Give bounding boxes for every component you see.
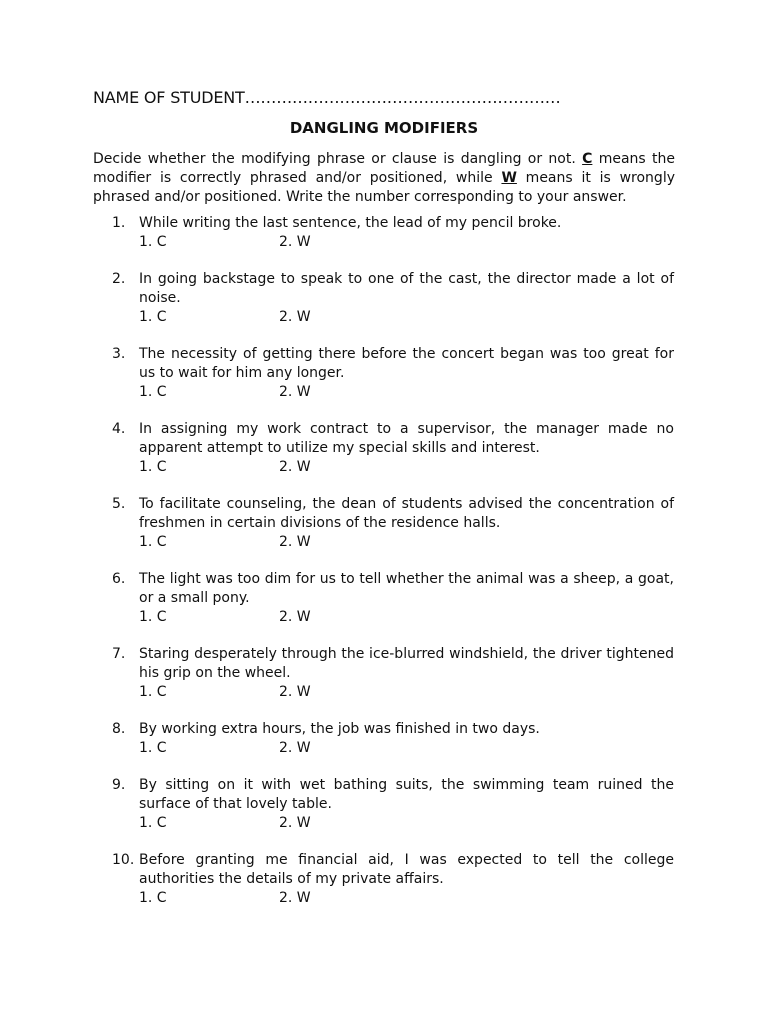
question-text: While writing the last sentence, the lead of my pencil broke.: [139, 215, 562, 231]
answer-options: [139, 608, 768, 627]
instructions-part-1: Decide whether the modifying phrase or clause is dangling or not.: [93, 151, 583, 167]
option-wrong: 2. W: [279, 815, 311, 831]
option-wrong: 2. W: [279, 309, 311, 325]
question-number: 9.: [112, 777, 126, 793]
question-number: 4.: [112, 421, 126, 437]
question-number: 8.: [112, 721, 126, 737]
option-wrong: 2. W: [279, 890, 311, 906]
question-number: 6.: [112, 571, 126, 587]
answer-options: [139, 814, 768, 833]
key-wrong: W: [501, 170, 517, 186]
option-correct: 1. C: [139, 890, 167, 906]
question-text: Before granting me financial aid, I was expected to tell the college authorities the details of my private affairs.: [139, 852, 674, 887]
question-text: By working extra hours, the job was finished in two days.: [139, 721, 540, 737]
question-number: 10.: [112, 852, 135, 868]
question-number: 5.: [112, 496, 126, 512]
option-correct: 1. C: [139, 815, 167, 831]
question-text: Staring desperately through the ice-blurred windshield, the driver tightened his grip on the wheel.: [139, 646, 674, 681]
question-item: [0, 720, 768, 758]
option-correct: 1. C: [139, 740, 167, 756]
option-wrong: 2. W: [279, 234, 311, 250]
answer-options: [139, 233, 768, 252]
option-correct: 1. C: [139, 384, 167, 400]
question-item: [0, 776, 768, 833]
question-text: The light was too dim for us to tell whether the animal was a sheep, a goat, or a small pony.: [139, 571, 674, 606]
page-title: DANGLING MODIFIERS: [289, 119, 479, 137]
question-list: [0, 214, 768, 908]
option-wrong: 2. W: [279, 384, 311, 400]
question-text: To facilitate counseling, the dean of students advised the concentration of freshmen in certain divisions of the residence halls.: [139, 496, 674, 531]
answer-options: [139, 889, 768, 908]
question-number: 2.: [112, 271, 126, 287]
option-wrong: 2. W: [279, 609, 311, 625]
question-item: [0, 851, 768, 908]
option-correct: 1. C: [139, 684, 167, 700]
option-correct: 1. C: [139, 309, 167, 325]
question-text: The necessity of getting there before the concert began was too great for us to wait for him any longer.: [139, 346, 674, 381]
option-correct: 1. C: [139, 609, 167, 625]
instructions-part-2: means the modifier is correctly phrased and/or positioned, while: [93, 151, 675, 186]
option-wrong: 2. W: [279, 459, 311, 475]
answer-options: [139, 308, 768, 327]
instructions-part-3: means it is wrongly phrased and/or positioned. Write the number corresponding to your answer.: [93, 170, 675, 205]
question-text: In going backstage to speak to one of the cast, the director made a lot of noise.: [139, 271, 674, 306]
question-text: By sitting on it with wet bathing suits, the swimming team ruined the surface of that lovely table.: [139, 777, 674, 812]
option-correct: 1. C: [139, 534, 167, 550]
option-correct: 1. C: [139, 234, 167, 250]
option-correct: 1. C: [139, 459, 167, 475]
answer-options: [139, 739, 768, 758]
question-text: In assigning my work contract to a supervisor, the manager made no apparent attempt to utilize my special skills and interest.: [139, 421, 674, 456]
question-item: [0, 345, 768, 402]
question-number: 3.: [112, 346, 126, 362]
answer-options: [139, 383, 768, 402]
question-item: [0, 270, 768, 327]
answer-options: [139, 533, 768, 552]
option-wrong: 2. W: [279, 684, 311, 700]
question-item: [0, 420, 768, 477]
instructions-paragraph: [93, 150, 675, 207]
question-number: 7.: [112, 646, 126, 662]
question-item: [0, 495, 768, 552]
option-wrong: 2. W: [279, 534, 311, 550]
student-name-line: NAME OF STUDENT……………………………………………………: [93, 88, 561, 107]
question-item: [0, 214, 768, 252]
answer-options: [139, 458, 768, 477]
question-item: [0, 570, 768, 627]
answer-options: [139, 683, 768, 702]
question-item: [0, 645, 768, 702]
option-wrong: 2. W: [279, 740, 311, 756]
key-correct: C: [582, 151, 593, 167]
question-number: 1.: [112, 215, 126, 231]
